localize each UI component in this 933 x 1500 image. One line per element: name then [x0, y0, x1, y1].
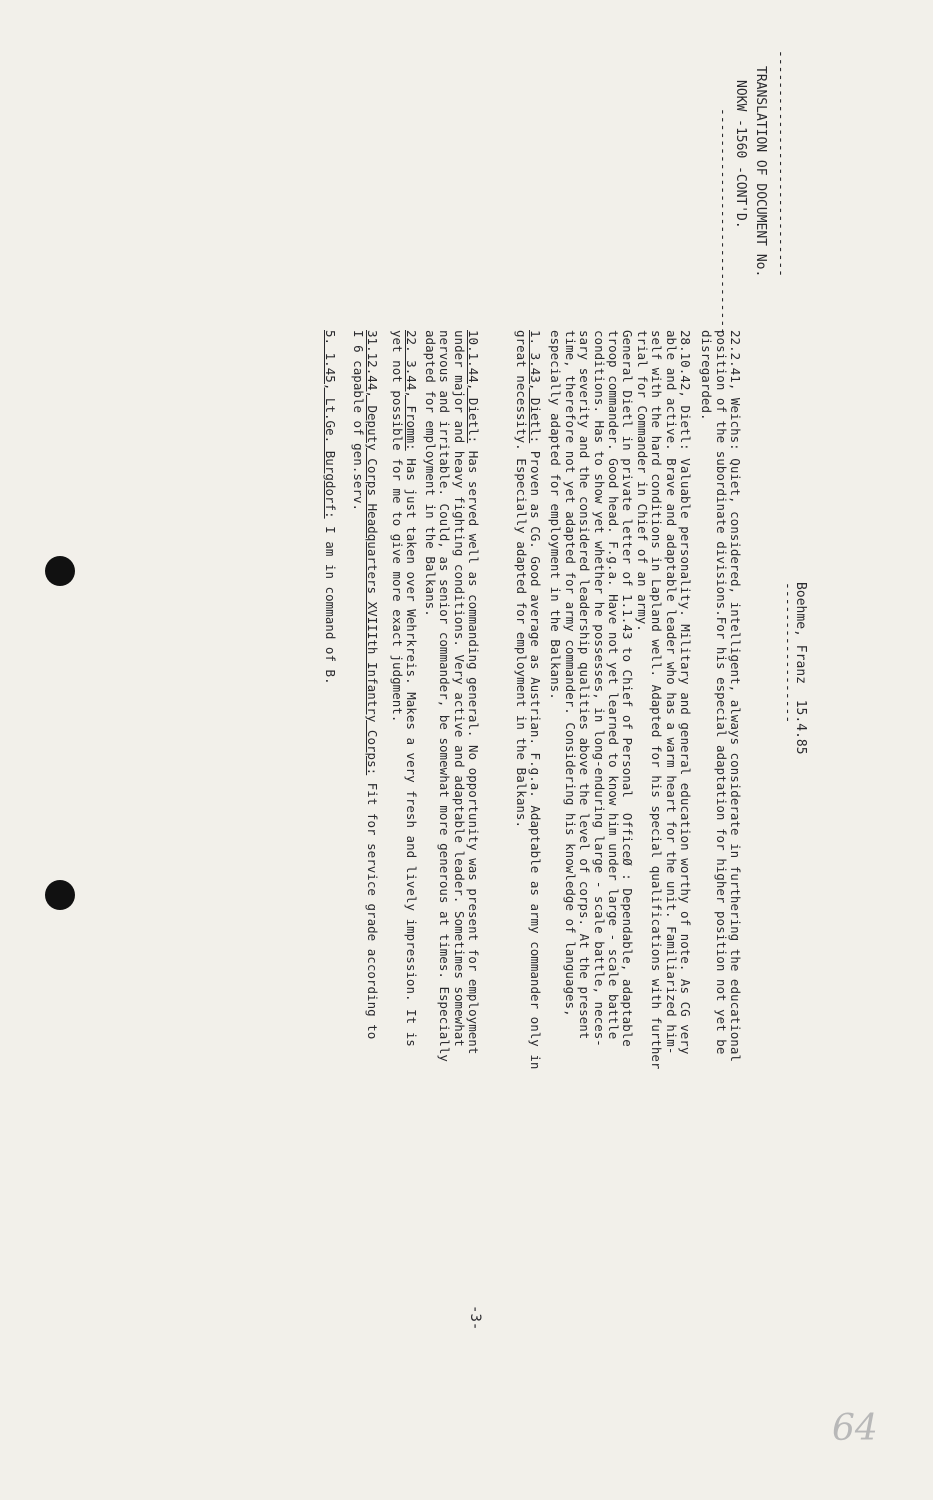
- entry-line: [678, 330, 693, 1054]
- entry-text: great necessity. Especially adapted for employment in the Balkans.: [513, 330, 529, 829]
- entry-text: under major and heavy fighting conditions. Very active and adaptable leader. Sometimes somewhat: [451, 330, 467, 1047]
- entry-date-author: 28.10.42, Dietl:: [678, 330, 693, 451]
- entry-text: disregarded.: [699, 330, 715, 421]
- entry-text: Has served well as commanding general. No opportunity was present for employment: [466, 443, 481, 1055]
- header-rule-top: -----------------------------: [773, 50, 788, 277]
- entry-line: [649, 330, 664, 1069]
- entry-line: [404, 330, 419, 1047]
- entry-line: [466, 330, 481, 1054]
- entry-line: [351, 330, 366, 511]
- header-title-line1: TRANSLATION OF DOCUMENT No.: [753, 66, 768, 278]
- entry-text: self with the hard conditions in Lapland well. Adapted for his special qualifications with further: [649, 330, 665, 1070]
- entry-line: [365, 330, 380, 1039]
- page-number: -3-: [467, 1305, 483, 1331]
- entry-line: [592, 330, 607, 1047]
- entry-text: position of the subordinate divisions.For his especial adaptation for higher position not yet be: [713, 330, 729, 1055]
- entry-text: yet not possible for me to give more exact judgment.: [389, 330, 405, 723]
- entry-line: [635, 330, 650, 632]
- entry-date-author: 5. 1.45, Lt.Ge. Burgdorf:: [323, 330, 338, 519]
- entry-text: I 6 capable of gen.serv.: [350, 330, 366, 512]
- entry-text: Quiet, considered, intelligent, always considerate in furthering the educational: [728, 450, 743, 1062]
- entry-line: [714, 330, 729, 1054]
- entry-text: time, therefore not yet adapted for army commander. Considering his knowledge of languages,: [562, 330, 578, 1017]
- entry-line: [548, 330, 563, 700]
- entry-text: Proven as CG. Good average as Austrian. F.g.a. Adaptable as army commander only in: [528, 443, 543, 1070]
- person-name-underline: ------------------: [780, 582, 795, 724]
- entry-text: conditions. Has to show yet whether he possesses, in long-enduring large - scale battle, neces-: [591, 330, 607, 1047]
- header-title-line2: NOKW -1560 -CONT'D.: [733, 80, 748, 229]
- entry-line: [606, 330, 621, 1039]
- entry-line: [528, 330, 543, 1069]
- entry-text: Valuable personality. Military and general education worthy of note. As CG very: [678, 450, 693, 1055]
- entry-line: [423, 330, 438, 617]
- entry-text: General Dietl in private letter of 1.1.43 to Chief of Personal OfficeØ : Dependable, adaptable: [620, 330, 636, 1047]
- entry-text: I am in command of B.: [323, 518, 338, 685]
- entry-date-author: 1. 3.43, Dietl:: [528, 330, 543, 444]
- entry-text: especially adapted for employment in the Balkans.: [548, 330, 564, 700]
- entry-date-author: 31.12.44, Deputy Corps Headquarters XVIIIth Infantry Corps:: [365, 330, 380, 776]
- entry-text: trial for Commander in Chief of an army.: [634, 330, 650, 632]
- entry-line: [577, 330, 592, 1039]
- entry-text: nervous and irritable. Could, as senior commander, be somewhat more generous at times. Especially: [437, 330, 453, 1062]
- entry-date-author: 22.2.41, Weichs:: [728, 330, 743, 451]
- header-rule-bottom: -----------------------------: [715, 108, 730, 335]
- entry-line: [620, 330, 635, 1047]
- entry-line: [699, 330, 714, 421]
- entry-text: sary severity and the considered leadership qualities above the level of corps. At the present: [577, 330, 593, 1040]
- entry-line: [437, 330, 452, 1062]
- entry-line: [728, 330, 743, 1062]
- handwritten-page-number: 64: [832, 1408, 878, 1449]
- entry-text: Fit for service grade according to: [365, 775, 380, 1040]
- entry-line: [664, 330, 679, 1054]
- entry-text: Has just taken over Wehrkreis. Makes a very fresh and lively impression. It is: [404, 450, 419, 1047]
- entry-text: able and active. Brave and adaptable leader who has a warm heart for the unit. Familiarized him-: [663, 330, 679, 1055]
- entry-date-author: 10.1.44, Dietl:: [466, 330, 481, 444]
- entry-line: [563, 330, 578, 1017]
- entry-line: [323, 330, 338, 685]
- entry-text: troop commander. Good head. F.g.a. Have not yet learned to know him under large - scale battle: [606, 330, 621, 1040]
- entry-date-author: 22. 3.44, Fromm:: [404, 330, 419, 451]
- entry-line: [452, 330, 467, 1047]
- entry-line: [514, 330, 529, 828]
- person-name-date: Boehme, Franz 15.4.85: [793, 582, 808, 755]
- entry-line: [390, 330, 405, 722]
- entry-text: adapted for employment in the Balkans.: [422, 330, 438, 617]
